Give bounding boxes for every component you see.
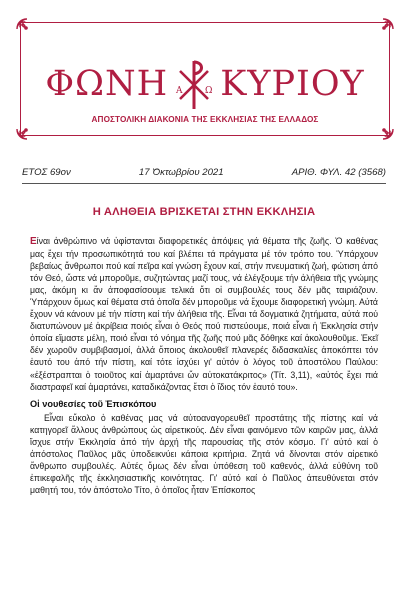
divider [22, 183, 386, 184]
masthead-title [21, 57, 389, 111]
article-subhead: Οἱ νουθεσίες τοῦ Ἐπισκόπου [30, 398, 157, 409]
drop-cap: Ε [30, 236, 37, 247]
masthead-frame [20, 22, 390, 136]
paragraph: Εἶναι εὔκολο ὁ καθένας μας νά αὐτοαναγορευθεῖ προστάτης τῆς πίστης καί νά κατηγορεῖ ἄλλους ἀνθρώπους ὡς αἱρετικούς. Δέν εἶναι φαινόμενο τῶν καιρῶν μας, ἀλλά ἴσχυε στήν Ἐκκλησία ἀπό τήν ἀρχή τῆς παρουσίας τῆς στόν κόσμο. Γι' αὐτό καί ὁ ἀπόστολος Παῦλος μᾶς ὑποδεικνύει κάποια κριτήρια. Ζητά νά δίνονται στόν αἱρετικό ἄνθρωπο συμβουλές. Αὐτές ὅμως δέν εἶναι ὑπόθεση τοῦ καθενός, ἀλλά εὐθύνη τοῦ ἐπικεφαλῆς τῆς ἐκκλησιαστικῆς κοινότητας. Γι' αὐτό καί ὁ Παῦλος ἀπευθύνεται στόν μαθητή του, τόν ἀπόστολο Τίτο, ὁ ὁποῖος ἦταν Ἐπίσκοπος [30, 412, 378, 495]
ornament-corner-icon [14, 16, 40, 42]
title-right: ΚΥΡΙΟΥ [220, 63, 365, 104]
paragraph-text: ίναι ἀνθρώπινο νά ὑφίστανται διαφορετικές ἀπόψεις γιά θέματα τῆς ζωῆς. Ὁ καθένας μας ἔχει τήν προσωπικότητά του καί βλέπει τά πράγματα μέ τόν τρόπο του. Ὑπάρχουν βεβαίως ἄνθρωποι πού καί πεῖρα καί γνώση ἔχουν καί, στήν πνευματική ζωή, φώτιση ἀπό τόν Θεό, ὥστε νά μποροῦμε, συζητώντας μαζί τους, νά ἐλέγξουμε τήν ἀλήθεια τῆς γνώμης μας, ἀκόμη κι ἄν ἀποφασίσουμε τελικά ὅτι οἱ συμβουλές τους δέν μᾶς ταιριάζουν. Ὑπάρχουν ὅμως καί θέματα στά ὁποῖα δέν μποροῦμε νά ἔχουμε διαφορετική γνώμη. Αὐτά ἔχουν νά κάνουν μέ τήν πίστη καί τήν ἀλήθεια τῆς. Εἶναι τά δογματικά ζητήματα, αὐτά πού διατυπώνουν μέ ἀκρίβεια ποιός εἶναι ὁ Θεός πού πιστεύουμε, ποιά εἶναι ἡ Ἐκκλησία στήν ὁποία εἴμαστε μέλη, ποιό εἶναι τό νόημα τῆς ζωῆς πού μᾶς δόθηκε καί ἀκολουθοῦμε. Ἐκεῖ δέν χωροῦν συμβιβασμοί, ἀλλά ὅποιος ἀκολουθεῖ πλανερές διδασκαλίες ἀποκόπτει τόν ἑαυτό του ἀπό τήν πίστη, καί τότε ἰσχύει γι' αὐτόν ὁ λόγος τοῦ ἀποστόλου Παύλου: «ἐξέστραπται ὁ τοιοῦτος καί ἁμαρτάνει ὤν αὐτοκατάκριτος» (Τίτ. 3,11), «αὐτός ἔχει πιά διαστραφεῖ καί ἁμαρτάνει, καταδικάζοντας ἔτσι ὁ ἴδιος τόν ἑαυτό του». [30, 236, 378, 392]
title-left: ΦΩΝΗ [45, 63, 169, 104]
article-body [30, 235, 378, 496]
article-headline: Η ΑΛΗΘΕΙΑ ΒΡΙΣΚΕΤΑΙ ΣΤΗΝ ΕΚΚΛΗΣΙΑ [92, 206, 316, 218]
ornament-corner-icon [370, 16, 396, 42]
alpha-letter: Α [176, 86, 183, 96]
chi-rho-icon [172, 57, 216, 111]
omega-letter: Ω [205, 86, 213, 96]
issue-year: ΕΤΟΣ 69ον [22, 167, 71, 178]
issue-date: 17 Ὀκτωβρίου 2021 [138, 167, 224, 178]
issue-number: ΑΡΙΘ. ΦΥΛ. 42 (3568) [291, 167, 386, 178]
masthead-subtitle: ΑΠΟΣΤΟΛΙΚΗ ΔΙΑΚΟΝΙΑ ΤΗΣ ΕΚΚΛΗΣΙΑΣ ΤΗΣ ΕΛΛΑΔΟΣ [91, 115, 319, 124]
issue-info [22, 167, 386, 178]
paragraph [30, 235, 378, 393]
